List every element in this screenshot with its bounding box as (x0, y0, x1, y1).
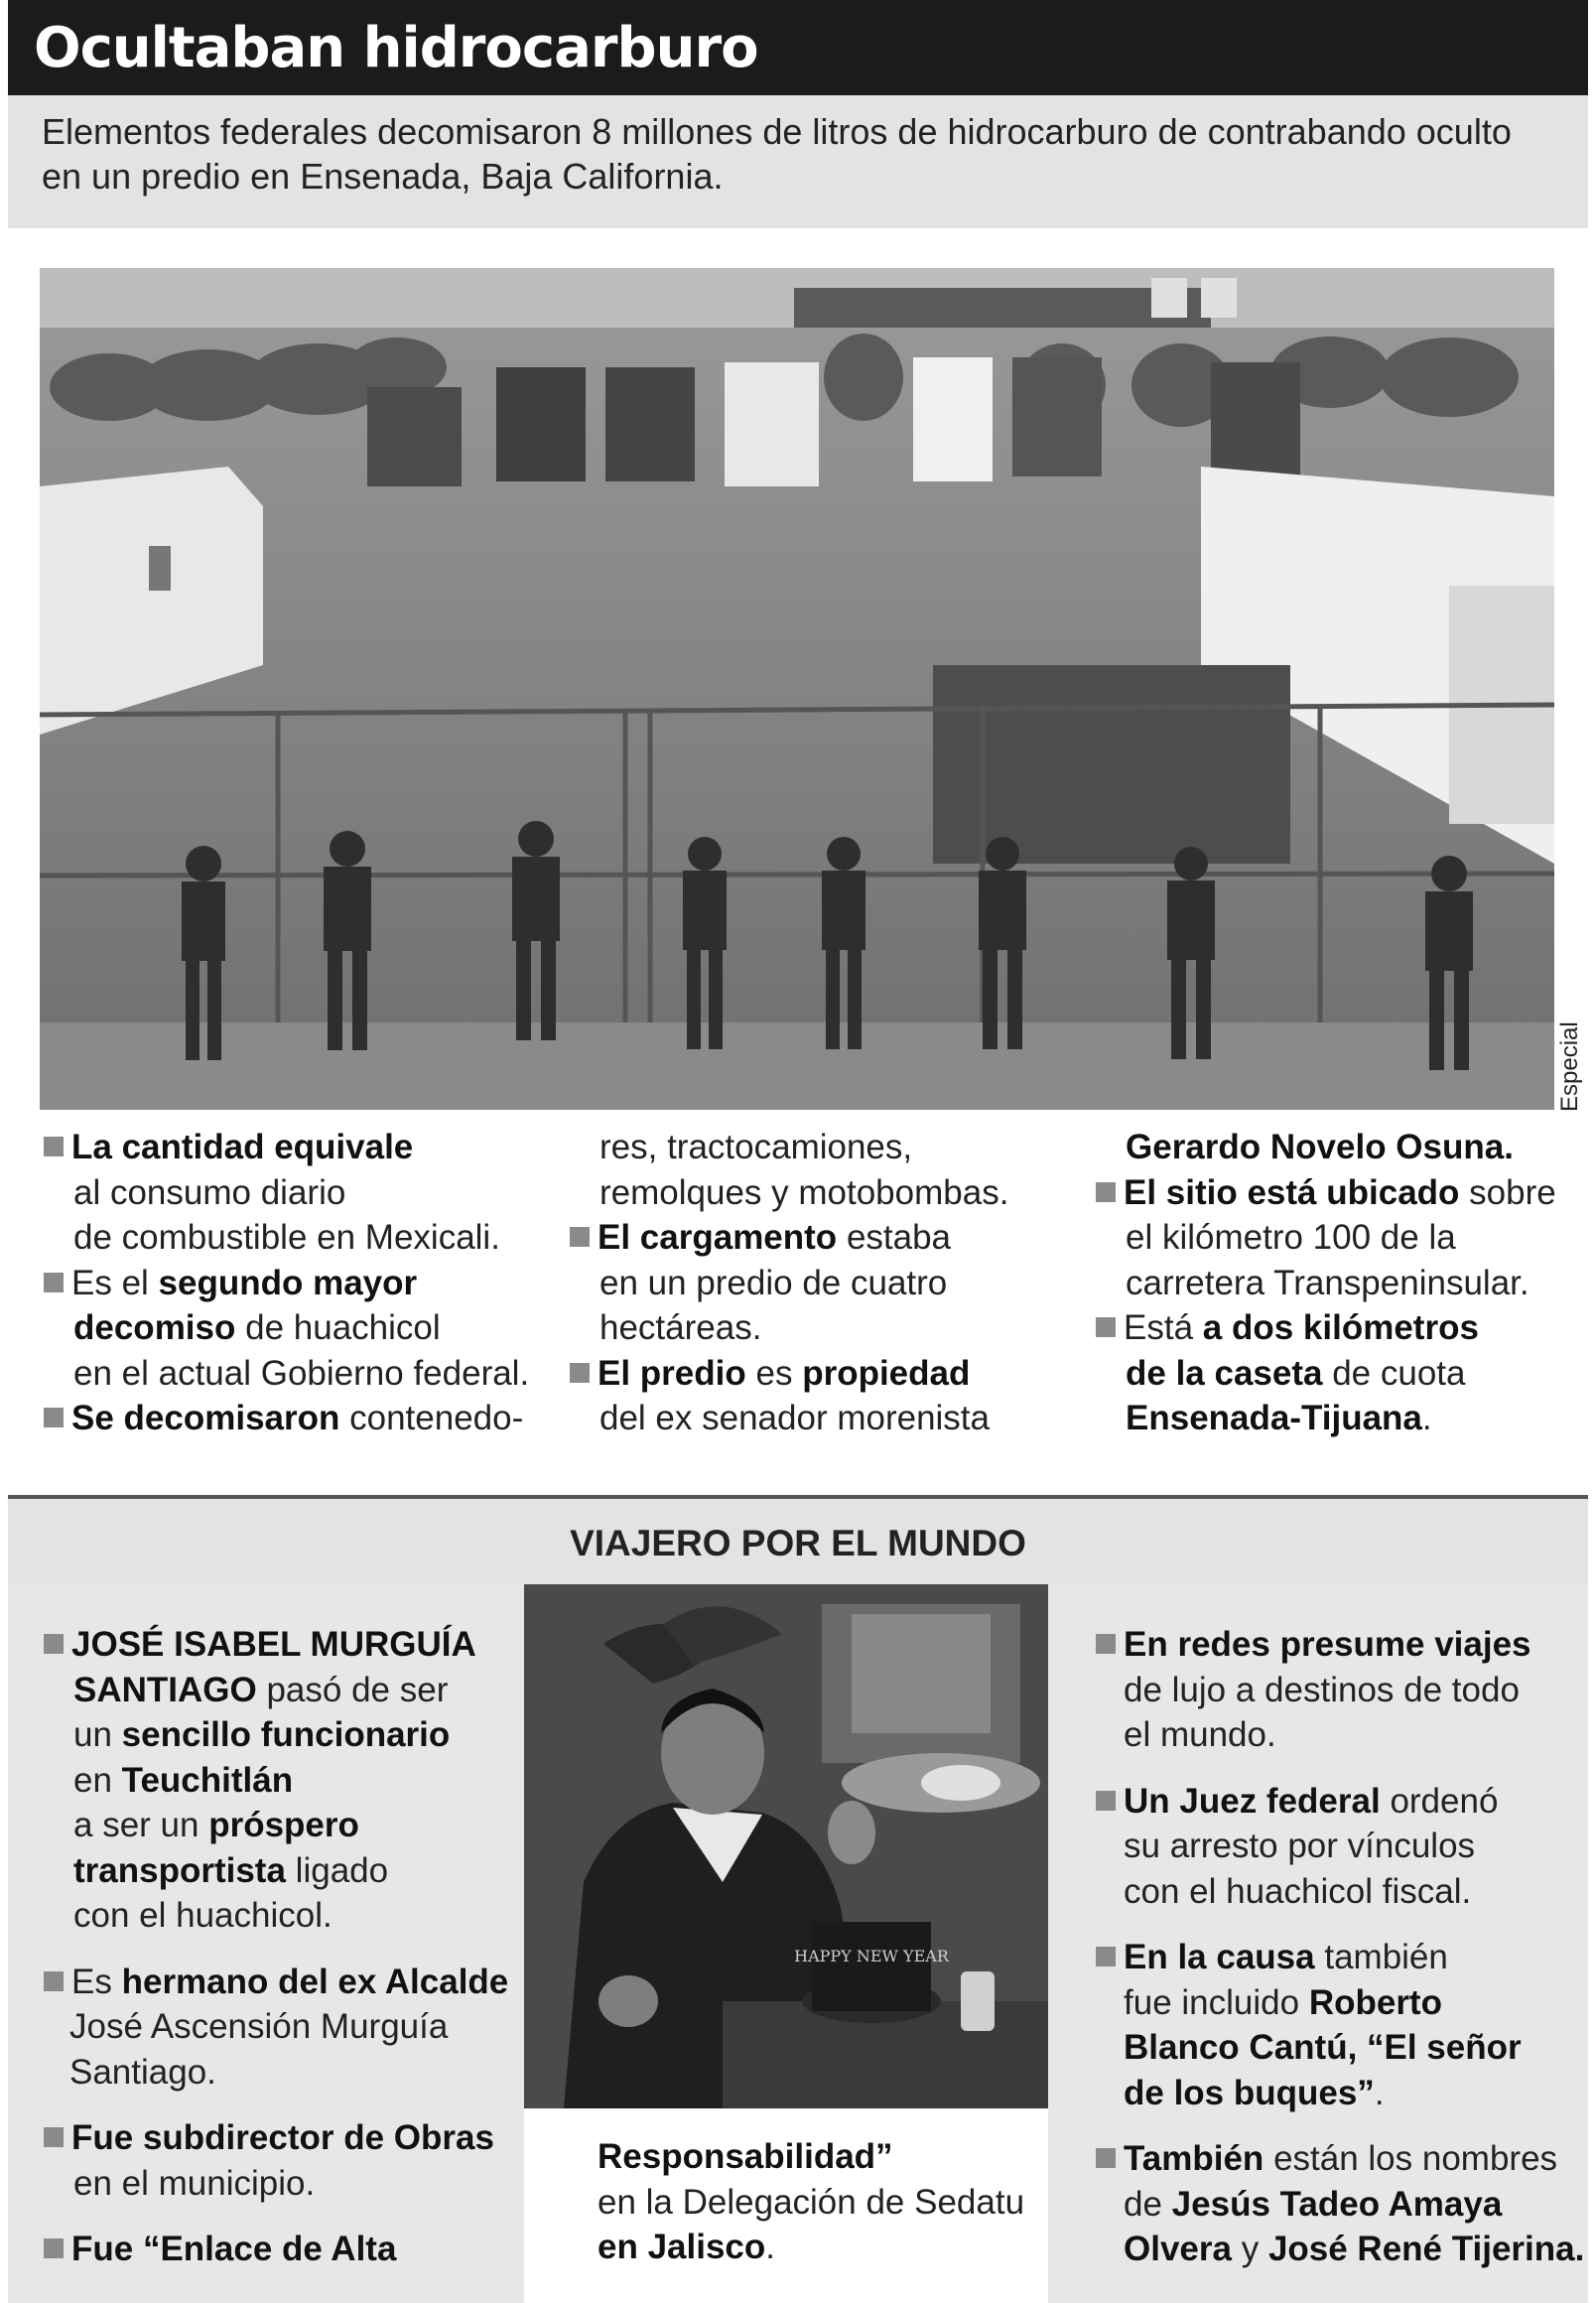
bullet-square-icon (44, 1137, 64, 1156)
section-title: VIAJERO POR EL MUNDO (570, 1523, 1026, 1563)
lede-text: Elementos federales decomisaron 8 millones de litros de hidrocarburo de contrabando oculto en un predio en Ensenada, Baja California. (42, 111, 1512, 197)
bullet-square-icon (1096, 1317, 1116, 1337)
fuel-column-3: Gerardo Novelo Osuna. El sitio está ubicado sobre el kilómetro 100 de la carretera Transpeninsular. Está a dos kilómetros de la caseta de cuota Ensenada-Tijuana. (1096, 1125, 1592, 1441)
right-panel (1048, 1584, 1588, 2303)
bullet-square-icon (1096, 1634, 1116, 1654)
bullet-square-icon (44, 1273, 64, 1292)
bullet-square-icon (570, 1363, 590, 1383)
headline-bar (8, 0, 1588, 95)
bullet-square-icon (570, 1227, 590, 1247)
left-column-text: JOSÉ ISABEL MURGUÍA SANTIAGO pasó de ser un sencillo funcionario en Teuchitlán a ser un próspero transportista ligado con el huachicol. Es hermano del ex Alcalde José Ascensión Murguía Santiago. Fue subdirector de Obras en el municipio. Fue “Enlace de Alta (44, 1622, 520, 2293)
seizure-photo (40, 268, 1554, 1110)
bullet-square-icon (44, 2238, 64, 2258)
hat-text: HAPPY NEW YEAR (794, 1947, 949, 1965)
left-panel (8, 1584, 524, 2303)
bullet-square-icon (44, 2127, 64, 2147)
bullet-square-icon (1096, 2148, 1116, 2168)
bullet-square-icon (1096, 1182, 1116, 1202)
photo-credit: Especial (1556, 1021, 1583, 1112)
bullet-square-icon (44, 1408, 64, 1427)
middle-text-box (524, 2108, 1048, 2303)
fuel-column-2: res, tractocamiones, remolques y motobombas. El cargamento estaba en un predio de cuatro hectáreas. El predio es propiedad del ex senador morenista (570, 1125, 1086, 1441)
middle-column-text: Responsabilidad” en la Delegación de Sedatu en Jalisco. (598, 2137, 1025, 2266)
portrait-photo (524, 1584, 1048, 2108)
section-band (8, 1495, 1588, 1588)
fuel-column-1: La cantidad equivale al consumo diario de combustible en Mexicali. Es el segundo mayor decomiso de huachicol en el actual Gobierno federal. Se decomisaron contenedo- (44, 1125, 560, 1441)
headline: Ocultaban hidrocarburo (34, 16, 758, 80)
bullet-square-icon (1096, 1791, 1116, 1811)
seizure-photo-illustration (40, 268, 1554, 1110)
right-column-text: En redes presume viajes de lujo a destinos de todo el mundo. Un Juez federal ordenó su arresto por vínculos con el huachicol fiscal. En la causa también fue incluido Roberto Blanco Cantú, “El señor de los buques”. También están los nombres de Jesús Tadeo Amaya Olvera y José René Tijerina. (1096, 1622, 1588, 2293)
bullet-square-icon (1096, 1947, 1116, 1966)
bullet-square-icon (44, 1971, 64, 1991)
portrait-illustration (524, 1584, 1048, 2108)
lede-box (8, 95, 1588, 228)
bullet-square-icon (44, 1634, 64, 1654)
